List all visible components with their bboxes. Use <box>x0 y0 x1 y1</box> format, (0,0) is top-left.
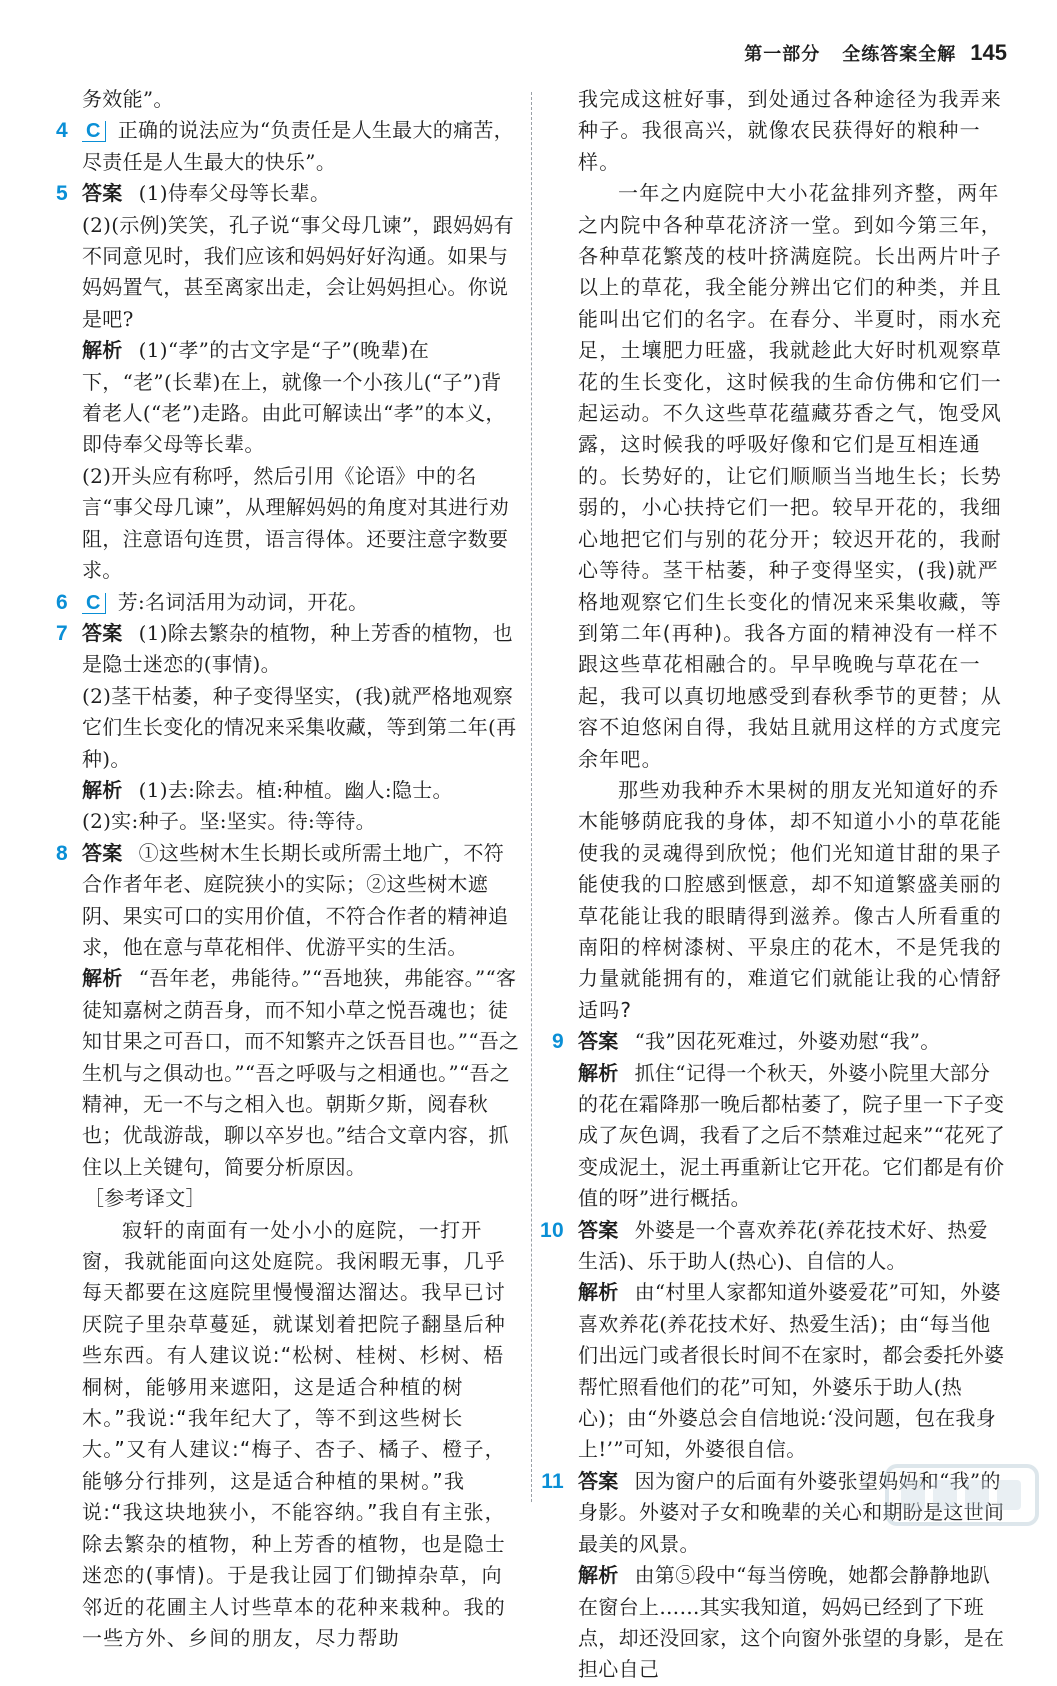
answer-tag: 答案 <box>578 1029 619 1054</box>
answer-tag: 答案 <box>82 620 123 645</box>
question-number: 10 <box>540 1218 564 1242</box>
book-subtitle: 全练答案全解 <box>842 44 957 65</box>
answer-text: 外婆是一个喜欢养花(养花技术好、热爱生活)、乐于助人(热心)、自信的人。 <box>578 1217 988 1274</box>
analysis-text: (1)去:除去。植:种植。幽人:隐士。 <box>138 777 453 802</box>
answer-tag: 答案 <box>82 181 123 206</box>
question-number: 9 <box>552 1030 564 1054</box>
answer-text: ①这些树木生长期长或所需土地广，不符合作者年老、庭院狭小的实际；②这些树木遮阴、果实可口的实用价值，不符合作者的精神追求，他在意与草花相伴、优游平实的生活。 <box>82 840 509 959</box>
analysis-text: “吾年老，弗能待。”“吾地狭，弗能容。”“客徒知嘉树之荫吾身，而不知小草之悦吾魂也；徒知甘果之可吾口，而不知繁卉之饫吾目也。”“吾之生机与之俱动也。”“吾之呼吸与之相通也。”“吾之精神，无一不与之相入也。朝斯夕斯，阅春秋也；优哉游哉，聊以卒岁也。”结合文章内容，抓住以上关键句，简要分析原因。 <box>82 966 520 1179</box>
continued-text: 务效能”。 <box>82 87 174 111</box>
question-number: 5 <box>56 182 68 206</box>
answer-text: 因为窗户的后面有外婆张望妈妈和“我”的身影。外婆对子女和晚辈的关心和期盼是这世间最美的风景。 <box>578 1468 1005 1556</box>
answer-text: (2)(示例)笑笑，孔子说“事父母几谏”，跟妈妈有不同意见时，我们应该和妈妈好好沟通。如果与妈妈置气，甚至离家出走，会让妈妈担心。你说是吧? <box>82 212 514 331</box>
answer-text: 芳:名词活用为动词，开花。 <box>117 589 369 614</box>
analysis-tag: 解析 <box>578 1280 619 1305</box>
question-number: 7 <box>56 621 68 645</box>
analysis-tag: 解析 <box>82 338 123 363</box>
question-10 <box>540 1215 1006 1466</box>
answer-text: (1)除去繁杂的植物，种上芳香的植物，也是隐士迷恋的(事情)。 <box>82 620 513 677</box>
analysis-tag: 解析 <box>578 1563 619 1588</box>
translation-paragraph: 那些劝我种乔木果树的朋友光知道好的乔木能够荫庇我的身体，却不知道小小的草花能使我的灵魂得到欣悦；他们光知道甘甜的果子能使我的口腔感到惬意，却不知道繁盛美丽的草花能让我的眼睛得到滋养。像古人所看重的南阳的梓树漆树、平泉庄的花木，不是凭我的力量就能拥有的，难道它们就能让我的心情舒适吗? <box>578 777 1002 1022</box>
question-5 <box>50 178 520 586</box>
answer-tag: 答案 <box>578 1217 619 1242</box>
analysis-text: 抓住“记得一个秋天，外婆小院里大部分的花在霜降那一晚后都枯萎了，院子里一下子变成了灰色调，我看了之后不禁难过起来”“花死了变成泥土，泥土再重新让它开花。它们都是有价值的呀”进行概括。 <box>578 1060 1006 1211</box>
analysis-text: 由“村里人家都知道外婆爱花”可知，外婆喜欢养花(养花技术好、热爱生活)；由“每当他们出远门或者很长时间不在家时，都会委托外婆帮忙照看他们的花”可知，外婆乐于助人(热心)；由“外婆总会自信地说:‘没问题，包在我身上!’”可知，外婆很自信。 <box>578 1280 1005 1462</box>
question-7 <box>50 618 520 838</box>
page-number: 145 <box>970 40 1007 65</box>
analysis-text: (2)开头应有称呼，然后引用《论语》中的名言“事父母几谏”，从理解妈妈的角度对其进行劝阻，注意语句连贯，语言得体。还要注意字数要求。 <box>82 463 510 583</box>
left-column <box>50 84 520 1654</box>
analysis-text: (1)“孝”的古文字是“子”(晚辈)在下，“老”(长辈)在上，就像一个小孩儿(“子”)背着老人(“老”)走路。由此可解读出“孝”的本义，即侍奉父母等长辈。 <box>82 338 506 457</box>
watermark-logo-icon <box>883 1460 1043 1530</box>
question-8 <box>50 838 520 1655</box>
answer-tag: 答案 <box>82 840 123 865</box>
analysis-text: (2)实:种子。坚:坚实。待:等待。 <box>82 809 376 834</box>
page-header <box>744 36 1007 70</box>
analysis-tag: 解析 <box>578 1060 619 1085</box>
translation-paragraph: 我完成这桩好事，到处通过各种途径为我弄来种子。我很高兴，就像农民获得好的粮种一样。 <box>578 87 1002 174</box>
analysis-tag: 解析 <box>82 777 123 802</box>
analysis-tag: 解析 <box>82 966 123 991</box>
answer-text: “我”因花死难过，外婆劝慰“我”。 <box>634 1029 941 1054</box>
question-number: 11 <box>541 1469 564 1493</box>
translation-paragraph: 一年之内庭院中大小花盆排列齐整，两年之内院中各种草花济济一堂。到如今第三年，各种草花繁茂的枝叶挤满庭院。长出两片叶子以上的草花，我全能分辨出它们的种类，并且能叫出它们的名字。在春分、半夏时，雨水充足，土壤肥力旺盛，我就趁此大好时机观察草花的生长变化，这时候我的生命仿佛和它们一起运动。不久这些草花蕴藏芬香之气，饱受风露，这时候我的呼吸好像和它们是互相连通的。长势好的，让它们顺顺当当地生长；长势弱的，小心扶持它们一把。较早开花的，我细心地把它们与别的花分开；较迟开花的，我耐心等待。茎干枯萎，种子变得坚实，(我)就严格地观察它们生长变化的情况来采集收藏，等到第二年(再种)。我各方面的精神没有一样不跟这些草花相融合的。早早晚晚与草花在一起，我可以真切地感受到春秋季节的更替；从容不迫悠闲自得，我姑且就用这样的方式度完余年吧。 <box>578 181 1002 771</box>
right-column <box>540 84 1006 1686</box>
question-number: 6 <box>56 590 68 614</box>
section-label: 第一部分 <box>744 44 821 65</box>
answer-text: 正确的说法应为“负责任是人生最大的痛苦，尽责任是人生最大的快乐”。 <box>82 118 514 174</box>
question-number: 8 <box>56 841 68 865</box>
translation-paragraph: 寂轩的南面有一处小小的庭院，一打开窗，我就能面向这处庭院。我闲暇无事，几乎每天都要在这庭院里慢慢溜达溜达。我早已讨厌院子里杂草蔓延，就谋划着把院子翻垦后种些东西。有人建议说:“松树、桂树、杉树、梧桐树，能够用来遮阳，这是适合种植的树木。”我说:“我年纪大了，等不到这些树长大。”又有人建议:“梅子、杏子、橘子、橙子，能够分行排列，这是适合种植的果树。”我说:“我这块地狭小，不能容纳。”我自有主张，除去繁杂的植物，种上芳香的植物，也是隐士迷恋的(事情)。于是我让园丁们锄掉杂草，向邻近的花圃主人讨些草本的花种来栽种。我的一些方外、乡间的朋友，尽力帮助 <box>82 1217 506 1650</box>
analysis-text: 由第⑤段中“每当傍晚，她都会静静地趴在窗台上……其实我知道，妈妈已经到了下班点，却还没回家，这个向窗外张望的身影，是在担心自己 <box>578 1563 1005 1682</box>
reference-translation-title: ［参考译文］ <box>84 1186 206 1211</box>
question-9 <box>546 1026 1006 1214</box>
answer-text: (2)茎干枯萎，种子变得坚实，(我)就严格地观察它们生长变化的情况来采集收藏，等到第二年(再种)。 <box>82 683 517 771</box>
question-4 <box>50 115 520 178</box>
answer-tag: 答案 <box>578 1468 619 1493</box>
choice-badge: C <box>82 121 106 142</box>
answer-text: (1)侍奉父母等长辈。 <box>138 181 331 206</box>
choice-badge: C <box>82 593 106 614</box>
question-6 <box>50 587 520 618</box>
column-divider <box>531 92 532 1502</box>
question-number: 4 <box>56 119 68 143</box>
